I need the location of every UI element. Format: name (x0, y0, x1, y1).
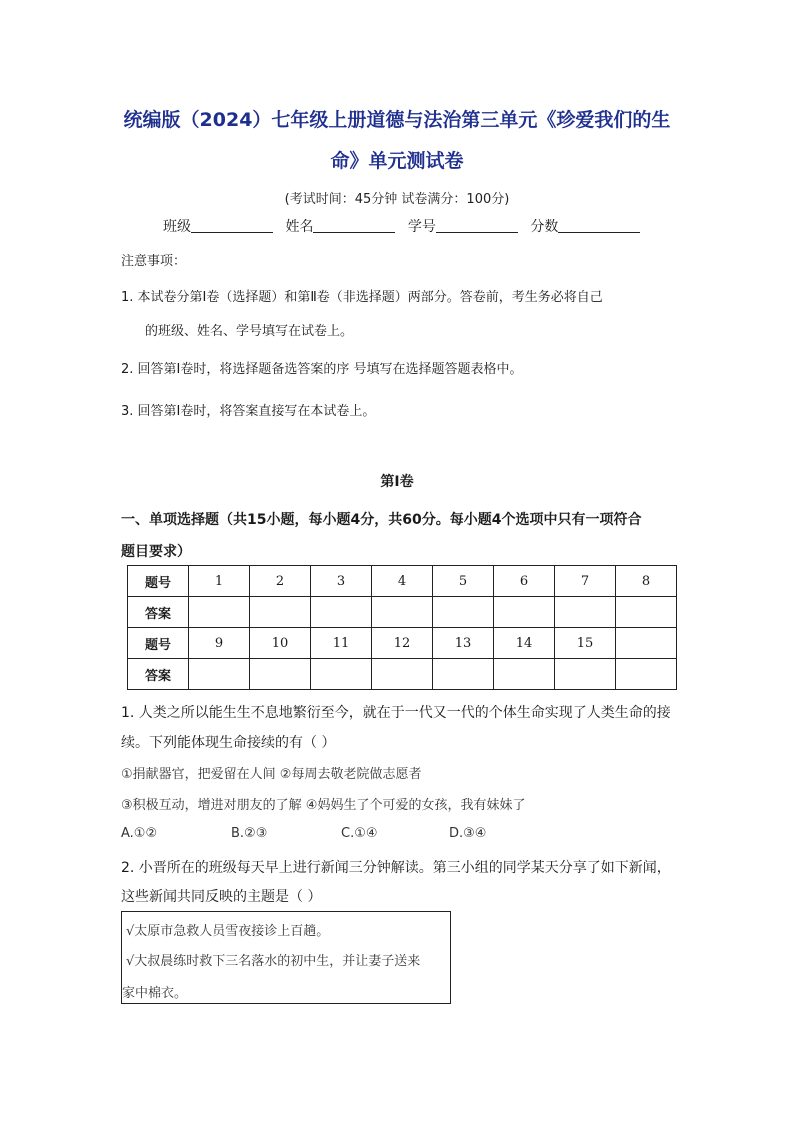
answer-table (127, 565, 677, 690)
q1-stem-line2: 续。下列能体现生命接续的有（ ） (121, 735, 336, 751)
answer-cell[interactable] (189, 659, 250, 690)
answer-cell[interactable] (555, 659, 616, 690)
question-number-cell: 11 (311, 628, 372, 659)
question-number-cell: 8 (616, 566, 677, 597)
table-row (128, 659, 677, 690)
student-id-field[interactable] (436, 218, 518, 233)
answer-cell[interactable] (372, 659, 433, 690)
score-field[interactable] (558, 218, 640, 233)
class-label: 班级 (163, 219, 191, 235)
name-field[interactable] (313, 218, 395, 233)
q1-choice-b[interactable]: B.②③ (231, 826, 268, 841)
answer-cell[interactable] (494, 659, 555, 690)
question-number-cell: 12 (372, 628, 433, 659)
answer-label: 答案 (128, 597, 189, 628)
student-id-label: 学号 (407, 219, 436, 235)
question-number-cell: 9 (189, 628, 250, 659)
answer-cell[interactable] (616, 597, 677, 628)
news-box (121, 911, 451, 1004)
answer-cell[interactable] (311, 659, 372, 690)
question-number-label: 题号 (128, 628, 189, 659)
question-number-cell: 4 (372, 566, 433, 597)
q1-stem-line1: 1. 人类之所以能生生不息地繁衍至今，就在于一代又一代的个体生命实现了人类生命的接 (121, 705, 671, 721)
note-1-line1: 1. 本试卷分第Ⅰ卷（选择题）和第Ⅱ卷（非选择题）两部分。答卷前，考生务必将自己 (121, 290, 603, 305)
q1-choice-d[interactable]: D.③④ (449, 826, 487, 841)
news-item-2-cont: 家中棉衣。 (122, 986, 188, 1001)
table-row (128, 566, 677, 597)
answer-cell[interactable] (311, 597, 372, 628)
question-number-cell: 13 (433, 628, 494, 659)
news-item-2: √大叔晨练时救下三名落水的初中生，并让妻子送来 (126, 954, 421, 969)
table-row (128, 597, 677, 628)
note-2: 2. 回答第Ⅰ卷时，将选择题备选答案的序 号填写在选择题答题表格中。 (121, 362, 523, 377)
question-number-cell: 5 (433, 566, 494, 597)
section1-line1: 一、单项选择题（共15小题，每小题4分，共60分。每小题4个选项中只有一项符合 (121, 512, 642, 528)
part-heading: 第Ⅰ卷 (380, 474, 414, 490)
q1-choice-c[interactable]: C.①④ (341, 826, 378, 841)
q2-stem-line1: 2. 小晋所在的班级每天早上进行新闻三分钟解读。第三小组的同学某天分享了如下新闻， (121, 860, 671, 876)
section1-line2: 题目要求） (121, 544, 191, 560)
score-label: 分数 (530, 219, 559, 235)
exam-info: (考试时间：45分钟 试卷满分：100分) (284, 192, 510, 207)
q1-choice-a[interactable]: A.①② (121, 826, 158, 841)
note-3: 3. 回答第Ⅰ卷时，将答案直接写在本试卷上。 (121, 404, 376, 419)
question-number-cell: 6 (494, 566, 555, 597)
answer-cell[interactable] (250, 597, 311, 628)
answer-cell[interactable] (494, 597, 555, 628)
question-number-cell: 3 (311, 566, 372, 597)
q1-statements-line1: ①捐献器官，把爱留在人间 ②每周去敬老院做志愿者 (121, 767, 422, 782)
answer-cell[interactable] (189, 597, 250, 628)
page-title-line2: 命》单元测试卷 (330, 150, 464, 172)
question-number-cell: 7 (555, 566, 616, 597)
note-1-line2: 的班级、姓名、学号填写在试卷上。 (145, 324, 354, 339)
question-number-cell: 14 (494, 628, 555, 659)
table-row (128, 628, 677, 659)
answer-cell[interactable] (433, 659, 494, 690)
class-field[interactable] (191, 218, 273, 233)
question-number-cell (616, 628, 677, 659)
question-number-cell: 10 (250, 628, 311, 659)
q1-statements-line2: ③积极互动，增进对朋友的了解 ④妈妈生了个可爱的女孩，我有妹妹了 (121, 798, 526, 813)
question-number-cell: 1 (189, 566, 250, 597)
name-label: 姓名 (285, 219, 314, 235)
q2-stem-line2: 这些新闻共同反映的主题是（ ） (121, 889, 322, 905)
answer-cell[interactable] (250, 659, 311, 690)
page-title-line1: 统编版（2024）七年级上册道德与法治第三单元《珍爱我们的生 (123, 109, 671, 131)
question-number-cell: 15 (555, 628, 616, 659)
news-item-1: √太原市急救人员雪夜接诊上百趟。 (126, 924, 330, 939)
question-number-label: 题号 (128, 566, 189, 597)
answer-cell[interactable] (372, 597, 433, 628)
answer-cell[interactable] (616, 659, 677, 690)
student-info-row (163, 216, 648, 236)
notes-header: 注意事项： (121, 254, 187, 269)
answer-cell[interactable] (555, 597, 616, 628)
answer-label: 答案 (128, 659, 189, 690)
question-number-cell: 2 (250, 566, 311, 597)
answer-cell[interactable] (433, 597, 494, 628)
